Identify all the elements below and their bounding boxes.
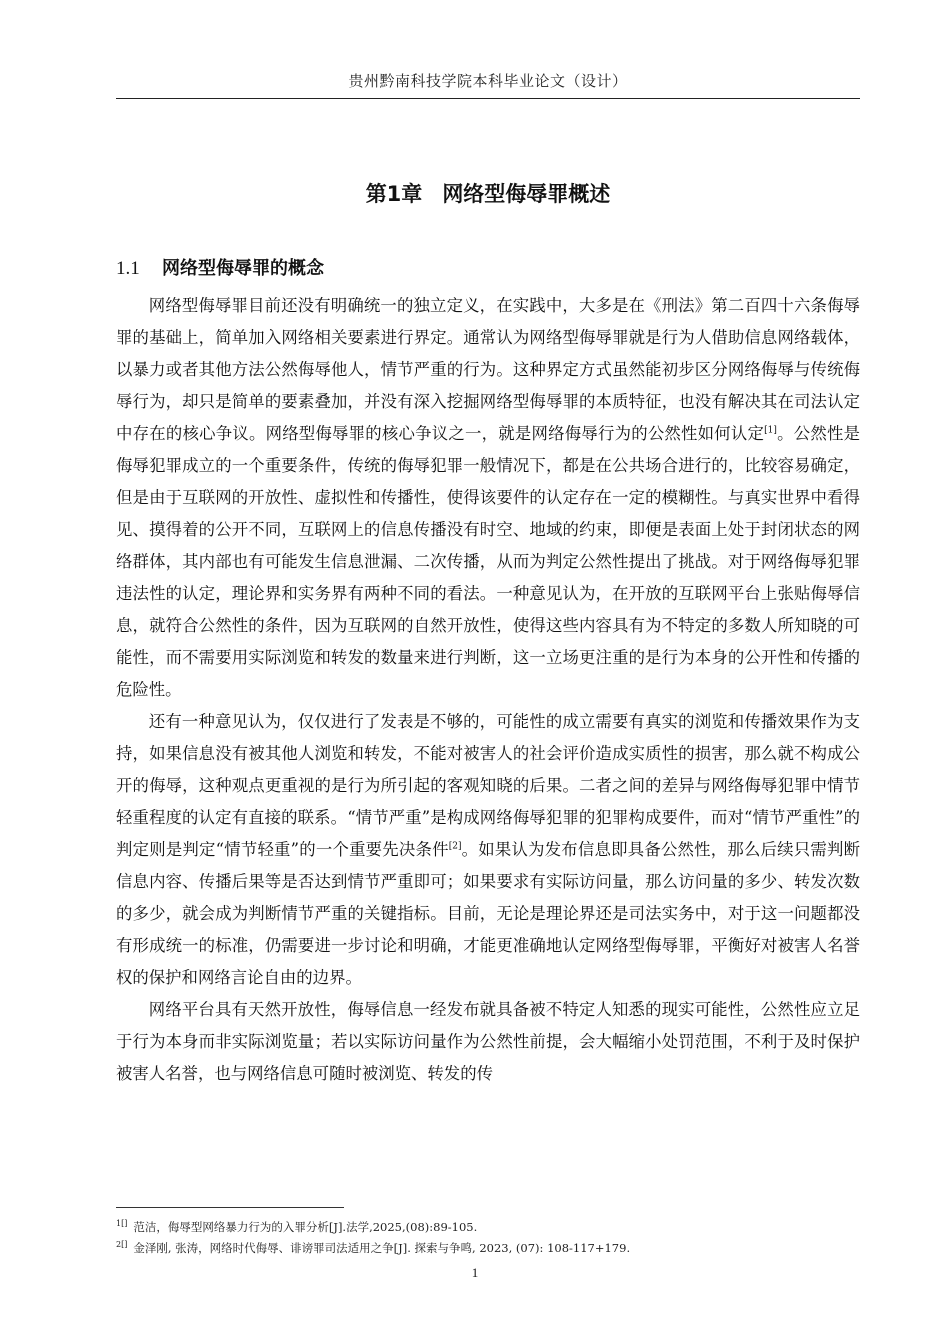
chapter-number: 第1章 bbox=[365, 182, 423, 206]
page-number: 1 bbox=[471, 1265, 479, 1280]
paragraph-text: 。如果认为发布信息即具备公然性，那么后续只需判断信息内容、传播后果等是否达到情节严重即可；如果要求有实际访问量，那么访问量的多少、转发次数的多少，就会成为判断情节严重的关键指标。目前，无论是理论界还是司法实务中，对于这一问题都没有形成统一的标准，仍需要进一步讨论和明确，才能更准确地认定网络型侮辱罪，平衡好对被害人名誉权的保护和网络言论自由的边界。 bbox=[116, 840, 860, 987]
footnote-text: 金泽刚, 张涛，网络时代侮辱、诽谤罪司法适用之争[J]. 探索与争鸣, 2023, (07): 108-117+179. bbox=[133, 1240, 631, 1255]
paragraph-text: 还有一种意见认为，仅仅进行了发表是不够的，可能性的成立需要有真实的浏览和传播效果作为支持，如果信息没有被其他人浏览和转发，不能对被害人的社会评价造成实质性的损害，那么就不构成公开的侮辱，这种观点更重视的是行为所引起的客观知晓的后果。二者之间的差异与网络侮辱犯罪中情节轻重程度的认定有直接的联系。“情节严重”是构成网络侮辱犯罪的犯罪构成要件，而对“情节严重性”的判定则是判定“情节轻重”的一个重要先决条件 bbox=[116, 712, 860, 859]
chapter-title bbox=[116, 178, 860, 208]
section-title: 网络型侮辱罪的概念 bbox=[162, 258, 324, 279]
citation-ref[interactable]: [2] bbox=[448, 841, 462, 852]
paragraph bbox=[116, 706, 860, 994]
chapter-title-text: 网络型侮辱罪概述 bbox=[442, 182, 611, 206]
paragraph bbox=[116, 290, 860, 706]
footnote bbox=[116, 1236, 860, 1257]
section-heading bbox=[116, 254, 324, 280]
citation-ref[interactable]: [1] bbox=[764, 425, 777, 436]
footnote bbox=[116, 1215, 860, 1236]
paragraph-text: 网络平台具有天然开放性，侮辱信息一经发布就具备被不特定人知悉的现实可能性，公然性应立足于行为本身而非实际浏览量；若以实际访问量作为公然性前提，会大幅缩小处罚范围，不利于及时保护被害人名誉，也与网络信息可随时被浏览、转发的传 bbox=[116, 1000, 860, 1083]
footnote-mark: 1[] bbox=[116, 1219, 128, 1228]
paragraph-text: 。公然性是侮辱犯罪成立的一个重要条件，传统的侮辱犯罪一般情况下，都是在公共场合进行的，比较容易确定，但是由于互联网的开放性、虚拟性和传播性，使得该要件的认定存在一定的模糊性。与真实世界中看得见、摸得着的公开不同，互联网上的信息传播没有时空、地域的约束，即便是表面上处于封闭状态的网络群体，其内部也有可能发生信息泄漏、二次传播，从而为判定公然性提出了挑战。对于网络侮辱犯罪违法性的认定，理论界和实务界有两种不同的看法。一种意见认为，在开放的互联网平台上张贴侮辱信息，就符合公然性的条件，因为互联网的自然开放性，使得这些内容具有为不特定的多数人所知晓的可能性，而不需要用实际浏览和转发的数量来进行判断，这一立场更注重的是行为本身的公开性和传播的危险性。 bbox=[116, 424, 861, 699]
page-header: 贵州黔南科技学院本科毕业论文（设计） bbox=[348, 72, 628, 90]
header-divider bbox=[116, 98, 860, 99]
paragraph bbox=[116, 994, 860, 1090]
section-number: 1.1 bbox=[116, 258, 140, 279]
paragraph-text: 网络型侮辱罪目前还没有明确统一的独立定义，在实践中，大多是在《刑法》第二百四十六条侮辱罪的基础上，简单加入网络相关要素进行界定。通常认为网络型侮辱罪就是行为人借助信息网络载体，以暴力或者其他方法公然侮辱他人，情节严重的行为。这种界定方式虽然能初步区分网络侮辱与传统侮辱行为，却只是简单的要素叠加，并没有深入挖掘网络型侮辱罪的本质特征，也没有解决其在司法认定中存在的核心争议。网络型侮辱罪的核心争议之一，就是网络侮辱行为的公然性如何认定 bbox=[116, 296, 860, 443]
footnotes bbox=[116, 1215, 860, 1257]
footnote-text: 范洁，侮辱型网络暴力行为的入罪分析[J].法学,2025,(08):89-105. bbox=[133, 1219, 478, 1234]
body-text bbox=[116, 290, 860, 1090]
footnote-divider bbox=[116, 1207, 344, 1208]
footnote-mark: 2[] bbox=[116, 1239, 128, 1249]
